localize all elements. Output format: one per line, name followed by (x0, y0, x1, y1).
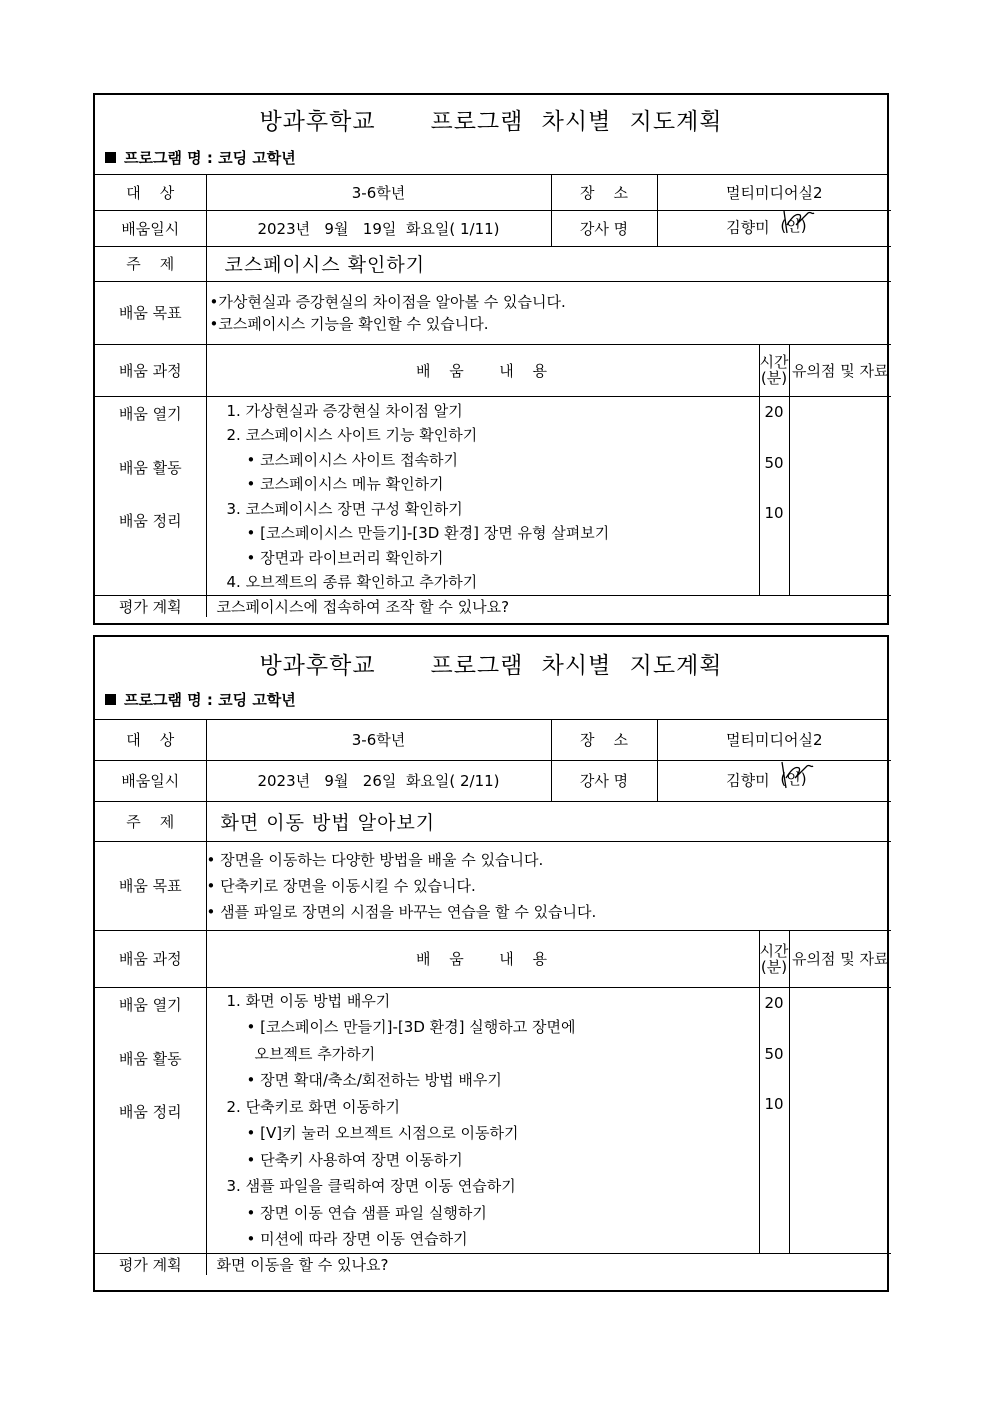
notes-header: 유의점 및 자료 (789, 930, 891, 987)
date-value: 2023년 9월 19일 화요일( 1/11) (206, 210, 551, 246)
plan-header (95, 95, 887, 175)
goal-item: •가상현실과 증강현실의 차이점을 알아볼 수 있습니다. (209, 292, 566, 311)
target-label: 대 상 (95, 175, 206, 210)
step-label: 배움 활동 (118, 458, 182, 477)
time-value: 50 (764, 1044, 784, 1063)
target-label: 대 상 (95, 720, 206, 760)
content-item: • 코스페이시스 사이트 접속하기 (246, 450, 459, 469)
time-value: 20 (764, 993, 784, 1012)
process-label: 배움 과정 (95, 930, 206, 987)
plan-table (95, 175, 891, 617)
target-value: 3-6학년 (206, 720, 551, 760)
time-value: 10 (764, 503, 784, 522)
goal-label: 배움 목표 (95, 281, 206, 344)
content-item: 2. 코스페이시스 사이트 기능 확인하기 (226, 426, 478, 444)
time-column (759, 987, 789, 1253)
process-label: 배움 과정 (95, 344, 206, 396)
time-value: 50 (764, 453, 784, 472)
place-value: 멀티미디어실2 (657, 720, 891, 760)
time-header-1: 시간 (759, 353, 789, 371)
content-item: • 코스페이시스 메뉴 확인하기 (246, 475, 444, 493)
place-label: 장 소 (551, 720, 657, 760)
content-item: 3. 샘플 파일을 클릭하여 장면 이동 연습하기 (226, 1177, 516, 1195)
content-item: • 장면과 라이브러리 확인하기 (246, 548, 444, 567)
step-label: 배움 정리 (118, 511, 182, 530)
notes-cell (789, 396, 891, 595)
date-label: 배움일시 (95, 210, 206, 246)
content-item: • 미션에 따라 장면 이동 연습하기 (246, 1230, 468, 1248)
program-name (105, 689, 296, 710)
content-item: 1. 가상현실과 증강현실 차이점 알기 (226, 401, 463, 420)
content-item: • 단축키 사용하여 장면 이동하기 (246, 1150, 463, 1169)
topic-value: 코스페이시스 확인하기 (206, 246, 891, 281)
time-header-2: (분) (760, 957, 788, 976)
time-header-1: 시간 (759, 941, 789, 960)
content-header: 배 움 내 용 (206, 930, 759, 987)
notes-header: 유의점 및 자료 (789, 344, 891, 396)
content-item: 3. 코스페이시스 장면 구성 확인하기 (226, 499, 463, 518)
eval-label: 평가 계획 (95, 1253, 206, 1275)
time-header-2: (분) (760, 369, 788, 387)
content-list (206, 396, 759, 595)
plan-title: 방과후학교 프로그램 차시별 지도계획 (259, 109, 723, 135)
goal-item: • 단축키로 장면을 이동시킬 수 있습니다. (206, 876, 476, 895)
eval-value: 코스페이시스에 접속하여 조작 할 수 있나요? (206, 595, 891, 617)
time-value: 20 (764, 402, 784, 421)
plan-title: 방과후학교 프로그램 차시별 지도계획 (259, 653, 723, 679)
notes-cell (789, 987, 891, 1253)
content-item: 4. 오브젝트의 종류 확인하고 추가하기 (226, 573, 478, 591)
goal-list (206, 841, 891, 930)
seal-text: (인) (780, 217, 807, 235)
square-bullet-icon (105, 694, 116, 705)
program-name-text: 프로그램 명 : 코딩 고학년 (124, 149, 296, 167)
goal-label: 배움 목표 (95, 841, 206, 930)
goal-item: • 장면을 이동하는 다양한 방법을 배울 수 있습니다. (206, 850, 544, 869)
plan-header (95, 637, 887, 720)
step-label: 배움 열기 (118, 404, 182, 423)
time-column (759, 396, 789, 595)
content-item: 2. 단축키로 화면 이동하기 (226, 1097, 401, 1116)
place-value: 멀티미디어실2 (657, 175, 891, 210)
content-item: • 장면 이동 연습 샘플 파일 실행하기 (246, 1203, 487, 1222)
teacher-name: 김향미 (726, 218, 770, 237)
content-item: • [V]키 눌러 오브젝트 시점으로 이동하기 (246, 1124, 519, 1142)
time-header (759, 344, 789, 396)
content-list (206, 987, 759, 1253)
signature-seal (778, 213, 822, 243)
content-item: 오브젝트 추가하기 (254, 1044, 376, 1063)
eval-label: 평가 계획 (95, 595, 206, 617)
topic-label: 주 제 (95, 246, 206, 281)
content-item: • 장면 확대/축소/회전하는 방법 배우기 (246, 1071, 502, 1089)
content-header: 배 움 내 용 (206, 344, 759, 396)
place-label: 장 소 (551, 175, 657, 210)
lesson-plan-2 (93, 635, 889, 1292)
teacher-cell (657, 760, 891, 801)
eval-value: 화면 이동을 할 수 있나요? (206, 1253, 891, 1275)
date-label: 배움일시 (95, 760, 206, 801)
content-item: • [코스페이스 만들기]-[3D 환경] 실행하고 장면에 (246, 1018, 576, 1036)
target-value: 3-6학년 (206, 175, 551, 210)
content-item: 1. 화면 이동 방법 배우기 (226, 991, 391, 1010)
teacher-cell (657, 210, 891, 246)
goal-item: • 샘플 파일로 장면의 시점을 바꾸는 연습을 할 수 있습니다. (206, 902, 597, 921)
teacher-label: 강사 명 (551, 210, 657, 246)
lesson-plan-1 (93, 93, 889, 625)
goal-list (206, 281, 891, 344)
step-label: 배움 정리 (118, 1102, 182, 1121)
time-value: 10 (764, 1094, 784, 1113)
date-value: 2023년 9월 26일 화요일( 2/11) (206, 760, 551, 801)
program-name (105, 147, 296, 168)
goal-item: •코스페이시스 기능을 확인할 수 있습니다. (209, 314, 489, 333)
teacher-name: 김향미 (726, 771, 770, 789)
time-header (759, 930, 789, 987)
topic-label: 주 제 (95, 801, 206, 841)
square-bullet-icon (105, 152, 116, 163)
step-label: 배움 활동 (118, 1049, 182, 1068)
content-item: • [코스페이시스 만들기]-[3D 환경] 장면 유형 살펴보기 (246, 524, 610, 542)
seal-text: (인) (780, 769, 807, 788)
topic-value: 화면 이동 방법 알아보기 (206, 801, 891, 841)
signature-seal (778, 766, 822, 796)
teacher-label: 강사 명 (551, 760, 657, 801)
step-column (95, 987, 206, 1253)
plan-table (95, 720, 891, 1275)
program-name-text: 프로그램 명 : 코딩 고학년 (124, 691, 296, 709)
step-label: 배움 열기 (118, 995, 182, 1014)
step-column (95, 396, 206, 595)
